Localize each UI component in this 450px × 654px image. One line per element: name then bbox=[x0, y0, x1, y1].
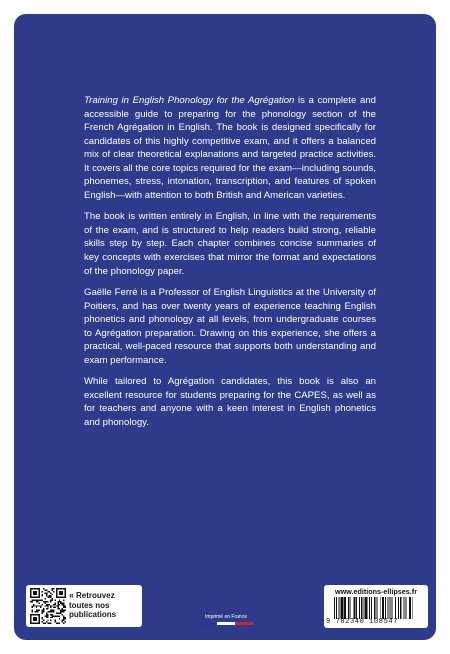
french-flag-icon bbox=[199, 622, 253, 625]
blurb-paragraph-3: Gaëlle Ferré is a Professor of English Linguistics at the University of Poitiers, and has over twenty years of experience teaching English phonetics and phonology at all levels, from undergraduate courses to Agrégation preparation. Drawing on this experience, she offers a practical, well-paced resource that supports both understanding and exam performance. bbox=[84, 287, 376, 366]
qr-caption bbox=[69, 591, 139, 620]
qr-code-icon[interactable] bbox=[30, 588, 66, 624]
isbn-number: 9 782340 108547 bbox=[326, 618, 399, 626]
blurb-paragraph-1-body: is a complete and accessible guide to preparing for the phonology section of the French Agrégation in English. The book is designed specifically for candidates of this highly competitive exam, and it offers a balanced mix of clear theoretical explanations and targeted practice activities. It covers all the core topics required for the exam—including sounds, phonemes, stress, intonation, transcription, and features of spoken English—with attention to both British and American varieties. bbox=[84, 95, 376, 201]
qr-caption-line-3: publications bbox=[69, 610, 117, 620]
blurb-paragraph-2: The book is written entirely in English, in line with the requirements of the exam, and is structured to help readers build strong, reliable skills step by step. Each chapter combines concise summaries of key concepts with exercises that mirror the format and expectations of the phonology paper. bbox=[84, 211, 376, 277]
book-title: Training in English Phonology for the Agrégation bbox=[84, 95, 295, 106]
chevrons-left-icon: « bbox=[69, 590, 75, 600]
printed-label: Imprimé en France bbox=[205, 614, 247, 620]
qr-caption-line-1: Retrouvez bbox=[76, 591, 115, 600]
blurb-paragraph-1 bbox=[84, 94, 376, 202]
flag-stripe-blue bbox=[199, 622, 217, 625]
website-url[interactable]: www.editions-ellipses.fr bbox=[334, 587, 417, 596]
barcode-icon bbox=[334, 597, 422, 619]
blurb-text bbox=[84, 94, 376, 438]
flag-stripe-white bbox=[217, 622, 235, 625]
back-cover bbox=[14, 14, 436, 640]
qr-caption-line-2: toutes nos bbox=[69, 600, 110, 610]
printed-in-france bbox=[199, 614, 253, 625]
flag-stripe-red bbox=[235, 622, 253, 625]
barcode-box bbox=[324, 585, 428, 628]
blurb-paragraph-4: While tailored to Agrégation candidates, this book is also an excellent resource for students preparing for the CAPES, as well as for teachers and anyone with a keen interest in English phonetics and phonology. bbox=[84, 376, 376, 429]
qr-publications-box[interactable] bbox=[26, 585, 142, 627]
